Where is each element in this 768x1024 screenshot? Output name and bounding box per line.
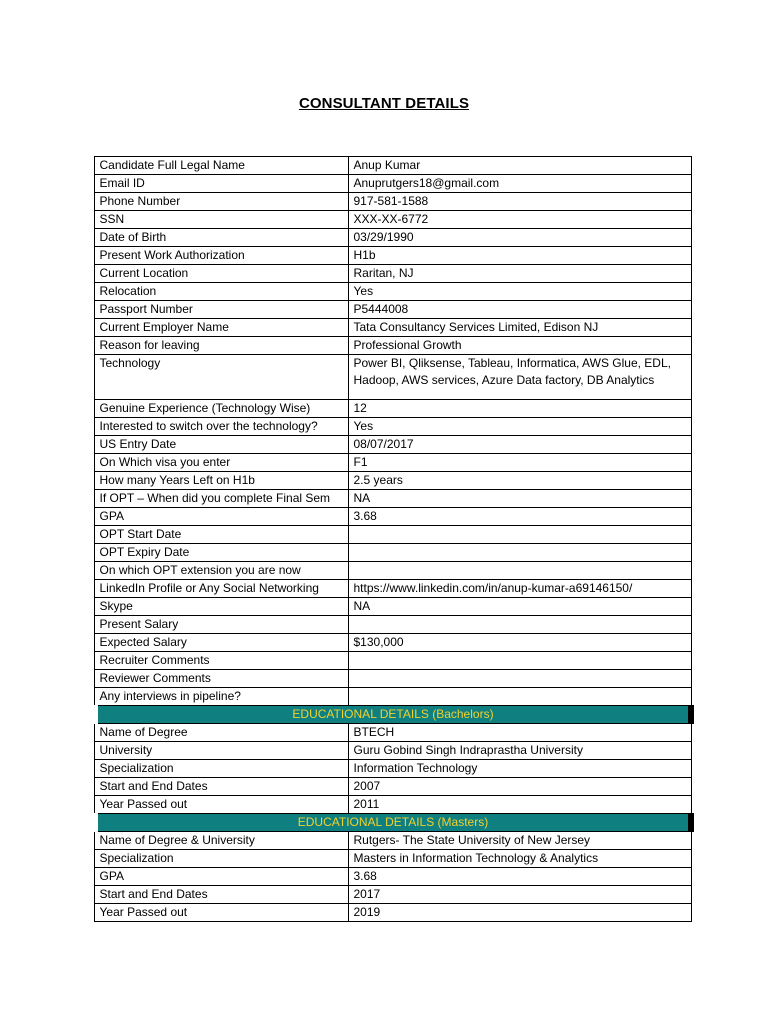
row-value: Professional Growth [348, 337, 691, 355]
row-value: Masters in Information Technology & Analytics [348, 850, 691, 868]
row-value: 3.68 [348, 868, 691, 886]
table-row [94, 265, 691, 283]
row-value: F1 [348, 454, 691, 472]
row-label: Current Location [94, 265, 348, 283]
document-title: CONSULTANT DETAILS [298, 95, 470, 112]
table-row [94, 832, 691, 850]
table-row [94, 796, 691, 814]
table-row [94, 526, 691, 544]
row-value: Guru Gobind Singh Indraprastha University [348, 742, 691, 760]
row-value: Anup Kumar [348, 157, 691, 175]
row-label: Year Passed out [94, 796, 348, 814]
table-row [94, 418, 691, 436]
row-label: Year Passed out [94, 904, 348, 922]
row-label: On which OPT extension you are now [94, 562, 348, 580]
table-row [94, 724, 691, 742]
row-label: Current Employer Name [94, 319, 348, 337]
row-label: Passport Number [94, 301, 348, 319]
row-label: Present Work Authorization [94, 247, 348, 265]
row-value: 12 [348, 400, 691, 418]
row-label: SSN [94, 211, 348, 229]
row-label: Recruiter Comments [94, 652, 348, 670]
bachelors-section-header [94, 706, 691, 724]
table-row [94, 211, 691, 229]
table-row [94, 283, 691, 301]
row-value: 2019 [348, 904, 691, 922]
table-row [94, 436, 691, 454]
masters-section-header [94, 814, 691, 832]
row-value: XXX-XX-6772 [348, 211, 691, 229]
table-row [94, 742, 691, 760]
row-label: US Entry Date [94, 436, 348, 454]
row-label: On Which visa you enter [94, 454, 348, 472]
section-heading: EDUCATIONAL DETAILS (Bachelors) [94, 706, 691, 724]
table-row [94, 400, 691, 418]
table-row [94, 688, 691, 706]
row-value: 2017 [348, 886, 691, 904]
row-value [348, 670, 691, 688]
row-value: 3.68 [348, 508, 691, 526]
row-label: Interested to switch over the technology? [94, 418, 348, 436]
table-row [94, 616, 691, 634]
row-label: Name of Degree & University [94, 832, 348, 850]
row-value: NA [348, 598, 691, 616]
row-value: 2011 [348, 796, 691, 814]
table-row [94, 319, 691, 337]
row-value: Yes [348, 283, 691, 301]
row-value: 2007 [348, 778, 691, 796]
row-value: $130,000 [348, 634, 691, 652]
row-label: Relocation [94, 283, 348, 301]
table-row [94, 472, 691, 490]
table-row [94, 193, 691, 211]
row-label: If OPT – When did you complete Final Sem [94, 490, 348, 508]
table-row [94, 157, 691, 175]
row-label: Email ID [94, 175, 348, 193]
table-row [94, 175, 691, 193]
row-label: Expected Salary [94, 634, 348, 652]
table-row [94, 580, 691, 598]
row-value: https://www.linkedin.com/in/anup-kumar-a69146150/ [348, 580, 691, 598]
row-value: NA [348, 490, 691, 508]
row-label: Start and End Dates [94, 778, 348, 796]
row-value [348, 616, 691, 634]
row-value [348, 688, 691, 706]
table-row [94, 598, 691, 616]
row-value: BTECH [348, 724, 691, 742]
table-row [94, 868, 691, 886]
row-value [348, 652, 691, 670]
row-value: Tata Consultancy Services Limited, Edison NJ [348, 319, 691, 337]
table-row [94, 760, 691, 778]
table-row [94, 490, 691, 508]
row-label: Specialization [94, 760, 348, 778]
consultant-details-table [90, 156, 694, 922]
row-value: Power BI, Qliksense, Tableau, Informatica, AWS Glue, EDL, Hadoop, AWS services, Azure Data factory, DB Analytics [348, 355, 691, 400]
row-value: 917-581-1588 [348, 193, 691, 211]
row-label: Genuine Experience (Technology Wise) [94, 400, 348, 418]
row-label: Reason for leaving [94, 337, 348, 355]
table-row [94, 454, 691, 472]
table-row [94, 562, 691, 580]
row-label: Date of Birth [94, 229, 348, 247]
table-row [94, 337, 691, 355]
row-label: GPA [94, 868, 348, 886]
row-value: Rutgers- The State University of New Jersey [348, 832, 691, 850]
row-label: Phone Number [94, 193, 348, 211]
row-label: University [94, 742, 348, 760]
row-value: 03/29/1990 [348, 229, 691, 247]
table-row [94, 355, 691, 400]
row-label: Reviewer Comments [94, 670, 348, 688]
table-row [94, 508, 691, 526]
table-row [94, 634, 691, 652]
table-row [94, 652, 691, 670]
row-value: H1b [348, 247, 691, 265]
row-label: Skype [94, 598, 348, 616]
row-label: Technology [94, 355, 348, 400]
row-label: LinkedIn Profile or Any Social Networking [94, 580, 348, 598]
table-row [94, 544, 691, 562]
details-table-body [94, 157, 691, 922]
row-label: How many Years Left on H1b [94, 472, 348, 490]
table-row [94, 778, 691, 796]
table-row [94, 886, 691, 904]
row-label: Name of Degree [94, 724, 348, 742]
row-value: 08/07/2017 [348, 436, 691, 454]
table-row [94, 247, 691, 265]
row-label: Candidate Full Legal Name [94, 157, 348, 175]
table-row [94, 670, 691, 688]
row-value: Information Technology [348, 760, 691, 778]
row-value [348, 526, 691, 544]
row-label: OPT Start Date [94, 526, 348, 544]
row-value: 2.5 years [348, 472, 691, 490]
section-heading: EDUCATIONAL DETAILS (Masters) [94, 814, 691, 832]
row-label: Present Salary [94, 616, 348, 634]
table-row [94, 904, 691, 922]
row-value: Yes [348, 418, 691, 436]
row-value [348, 544, 691, 562]
row-value: Anuprutgers18@gmail.com [348, 175, 691, 193]
table-row [94, 229, 691, 247]
row-value: Raritan, NJ [348, 265, 691, 283]
row-value [348, 562, 691, 580]
row-label: Any interviews in pipeline? [94, 688, 348, 706]
table-row [94, 850, 691, 868]
row-value: P5444008 [348, 301, 691, 319]
row-label: GPA [94, 508, 348, 526]
table-row [94, 301, 691, 319]
row-label: Start and End Dates [94, 886, 348, 904]
row-label: Specialization [94, 850, 348, 868]
row-label: OPT Expiry Date [94, 544, 348, 562]
